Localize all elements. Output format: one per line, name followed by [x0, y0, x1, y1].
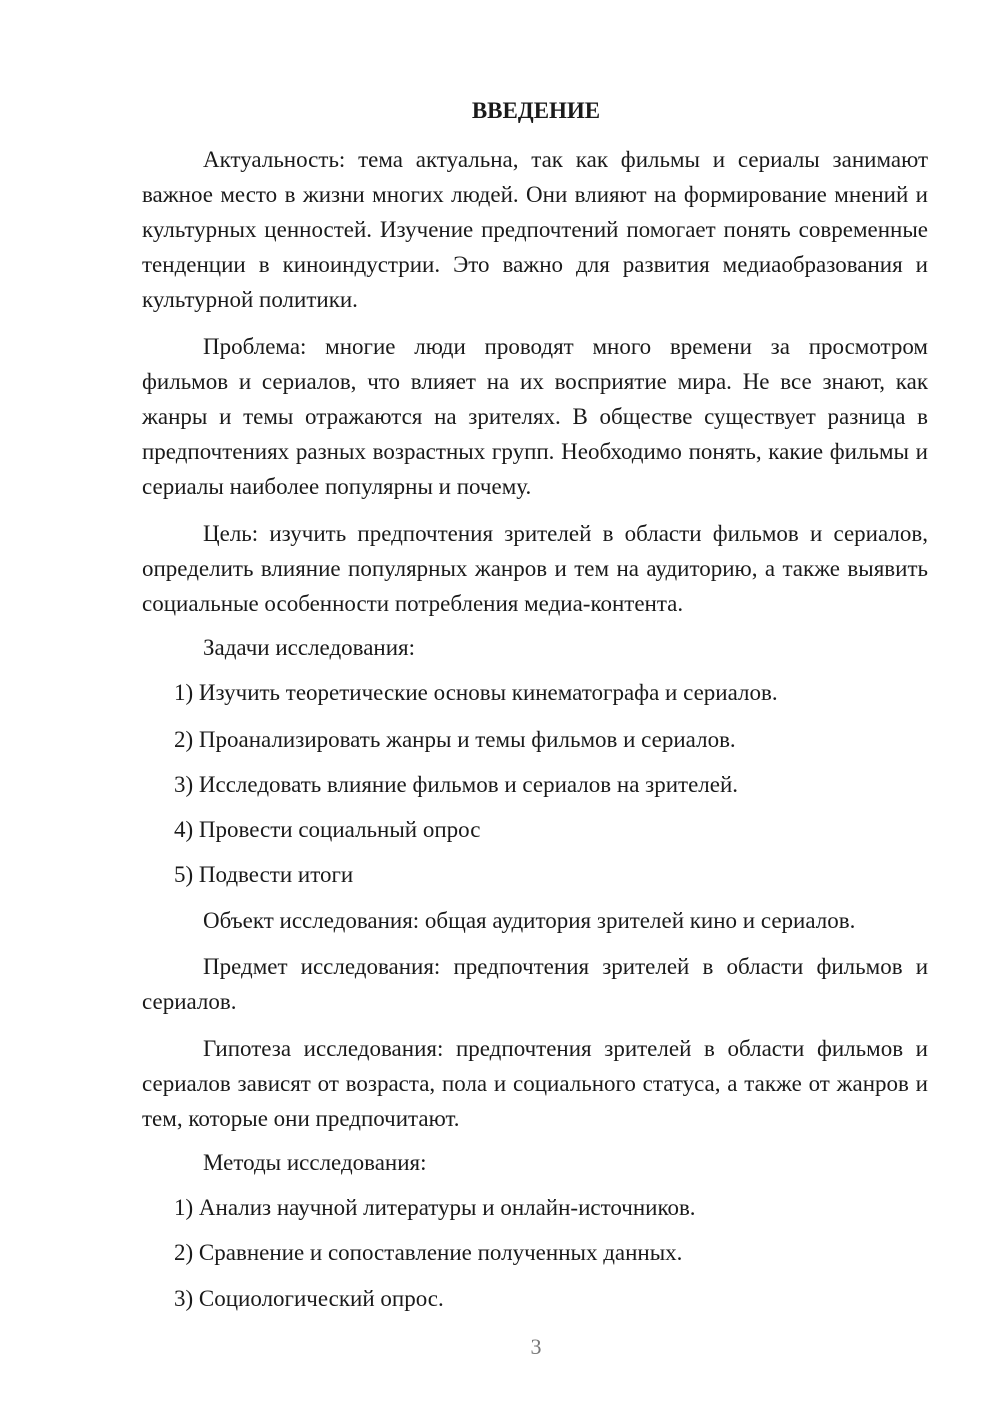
object-paragraph: Объект исследования: общая аудитория зрителей кино и сериалов.: [203, 908, 856, 933]
method-item: 2) Сравнение и сопоставление полученных данных.: [174, 1240, 683, 1265]
problem-paragraph: Проблема: многие люди проводят много времени за просмотром фильмов и сериалов, что влияет на их восприятие мира. Не все знают, как жанры и темы отражаются на зрителях. В обществе существует разница в предпочтениях разных возрастных групп. Необходимо понять, какие фильмы и сериалы наиболее популярны и почему.: [142, 334, 928, 499]
task-item: 1) Изучить теоретические основы кинематографа и сериалов.: [174, 680, 778, 705]
task-item: 5) Подвести итоги: [174, 862, 354, 887]
methods-heading: Методы исследования:: [203, 1150, 427, 1175]
task-item: 4) Провести социальный опрос: [174, 817, 481, 842]
page-number: 3: [530, 1334, 542, 1359]
relevance-paragraph: Актуальность: тема актуальна, так как фильмы и сериалы занимают важное место в жизни многих людей. Они влияют на формирование мнений и культурных ценностей. Изучение предпочтений помогает понять современные тенденции в киноиндустрии. Это важно для развития медиаобразования и культурной политики.: [142, 147, 928, 312]
method-item: 1) Анализ научной литературы и онлайн-источников.: [174, 1195, 696, 1220]
method-item: 3) Социологический опрос.: [174, 1286, 444, 1311]
subject-paragraph: Предмет исследования: предпочтения зрителей в области фильмов и сериалов.: [142, 954, 928, 1014]
task-item: 2) Проанализировать жанры и темы фильмов и сериалов.: [174, 727, 736, 752]
task-item: 3) Исследовать влияние фильмов и сериалов на зрителей.: [174, 772, 739, 797]
hypothesis-paragraph: Гипотеза исследования: предпочтения зрителей в области фильмов и сериалов зависят от возраста, пола и социального статуса, а также от жанров и тем, которые они предпочитают.: [142, 1036, 928, 1131]
tasks-heading: Задачи исследования:: [203, 635, 416, 660]
goal-paragraph: Цель: изучить предпочтения зрителей в области фильмов и сериалов, определить влияние популярных жанров и тем на аудиторию, а также выявить социальные особенности потребления медиа-контента.: [142, 521, 928, 616]
page-title: ВВЕДЕНИЕ: [471, 98, 601, 123]
